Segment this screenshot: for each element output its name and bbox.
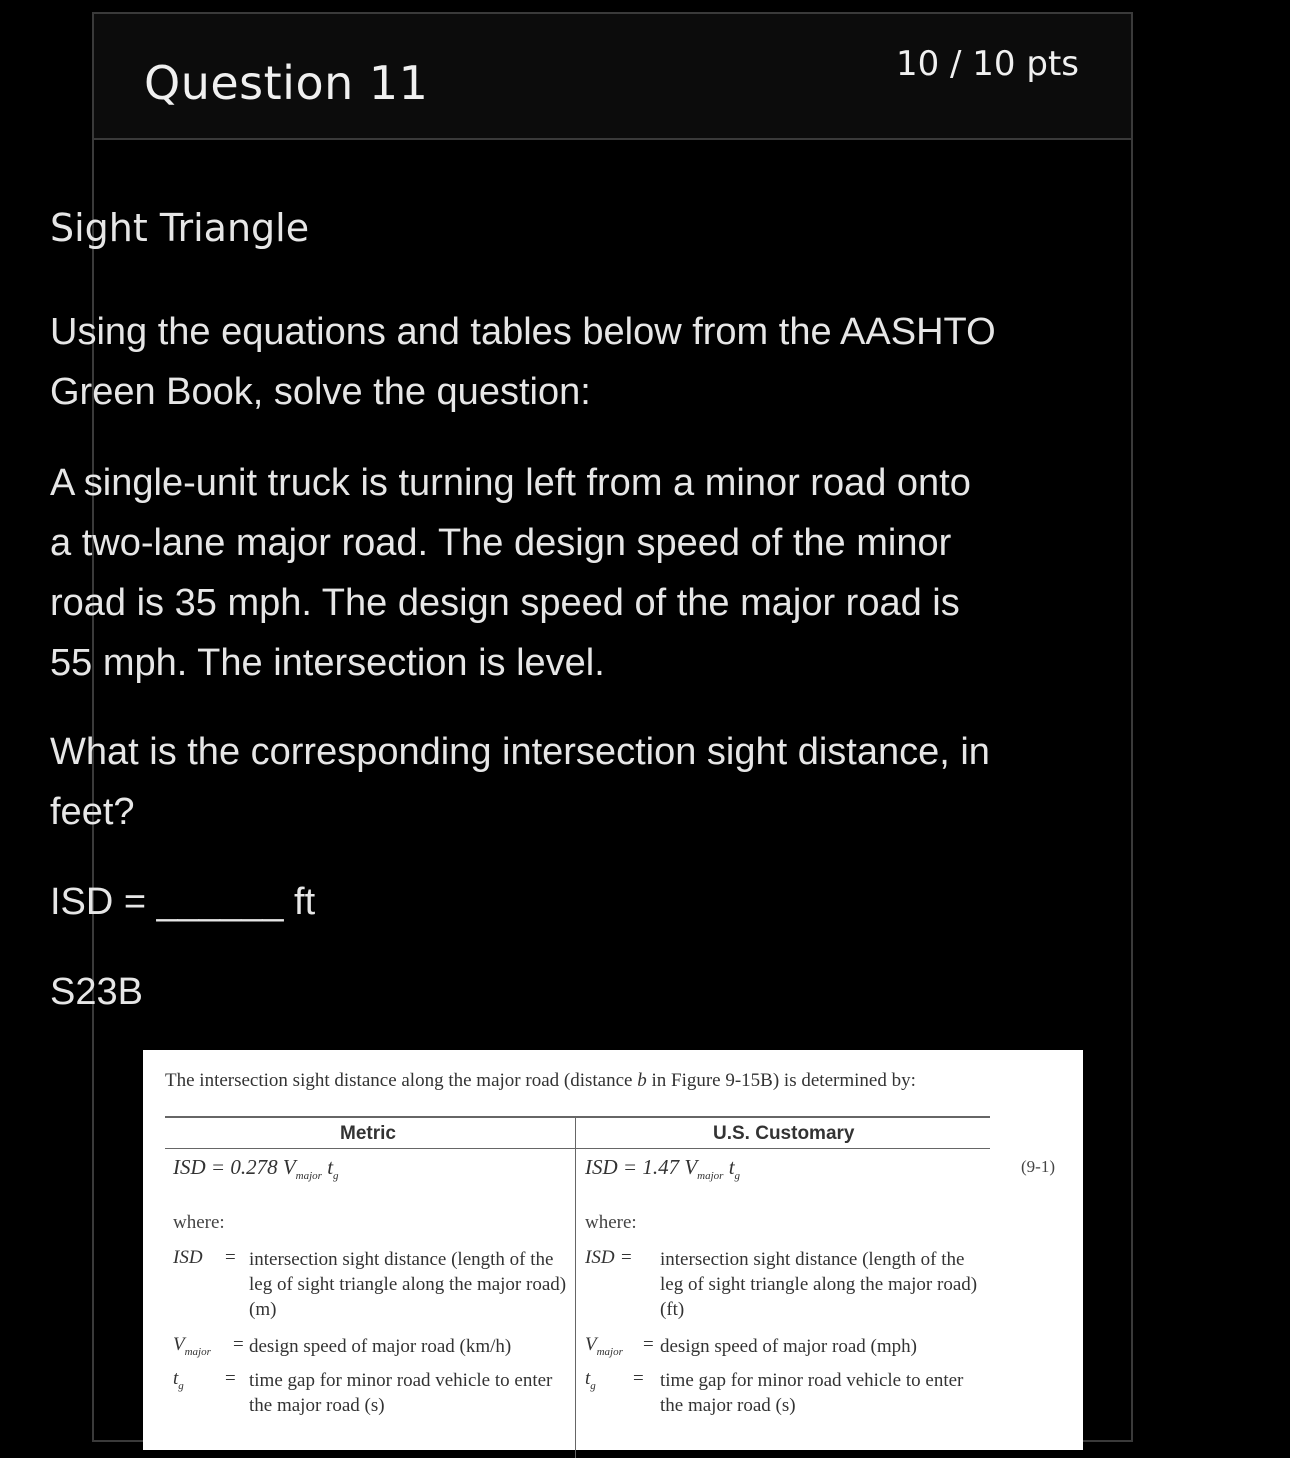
us-v-symbol: $V_{major}$ [585,1334,623,1358]
us-isd-symbol: ISD [585,1247,615,1268]
question-prompt: What is the corresponding intersection sight distance, in feet? [50,731,990,833]
question-points: 10 / 10 pts [895,44,1079,84]
metric-isd-symbol: ISD [173,1247,203,1268]
metric-t-definition: time gap for minor road vehicle to enter the major road (s) [249,1370,553,1416]
table-header-rule [165,1148,990,1149]
us-t-equals: = [633,1368,644,1389]
metric-v-equals: = [233,1334,244,1355]
us-t-definition: time gap for minor road vehicle to enter the major road (s) [660,1370,964,1416]
question-instructions: Using the equations and tables below from the AASHTO Green Book, solve the question: [50,311,996,413]
us-equation: ISD = 1.47 $V_{major}$ $t_g$ [585,1155,741,1182]
question-title: Question 11 [144,56,429,110]
metric-isd-equals: = [225,1247,236,1268]
question-header [94,14,1131,140]
us-t-symbol: $t_g$ [585,1368,596,1392]
metric-v-symbol: $V_{major}$ [173,1334,211,1358]
metric-t-symbol: $t_g$ [173,1368,184,1392]
metric-where-label: where: [173,1212,225,1233]
equation-number: (9-1) [1021,1157,1055,1176]
metric-v-definition: design speed of major road (km/h) [249,1336,512,1357]
us-isd-equals: = [621,1247,632,1268]
question-code: S23B [50,971,143,1013]
metric-equation: ISD = 0.278 $V_{major}$ $t_g$ [173,1155,339,1182]
excerpt-intro: The intersection sight distance along the major road (distance b in Figure 9-15B) is determined by: [165,1070,916,1091]
table-top-rule [165,1116,990,1118]
us-isd-definition: intersection sight distance (length of the leg of sight triangle along the major road) (ft) [660,1249,978,1320]
metric-t-equals: = [225,1368,236,1389]
us-where-label: where: [585,1212,637,1233]
us-v-definition: design speed of major road (mph) [660,1336,917,1357]
us-v-equals: = [643,1334,654,1355]
table-column-divider [575,1118,576,1458]
aashto-excerpt-image [143,1050,1083,1450]
metric-header: Metric [340,1123,396,1144]
question-scenario: A single-unit truck is turning left from a minor road onto a two-lane major road. The design speed of the minor road is 35 mph. The design speed of the major road is 55 mph. The intersection is level. [50,462,971,684]
us-customary-header: U.S. Customary [713,1123,855,1144]
question-subtitle: Sight Triangle [50,206,310,250]
answer-template: ISD = ______ ft [50,881,316,923]
metric-isd-definition: intersection sight distance (length of the leg of sight triangle along the major road) (m) [249,1249,567,1320]
